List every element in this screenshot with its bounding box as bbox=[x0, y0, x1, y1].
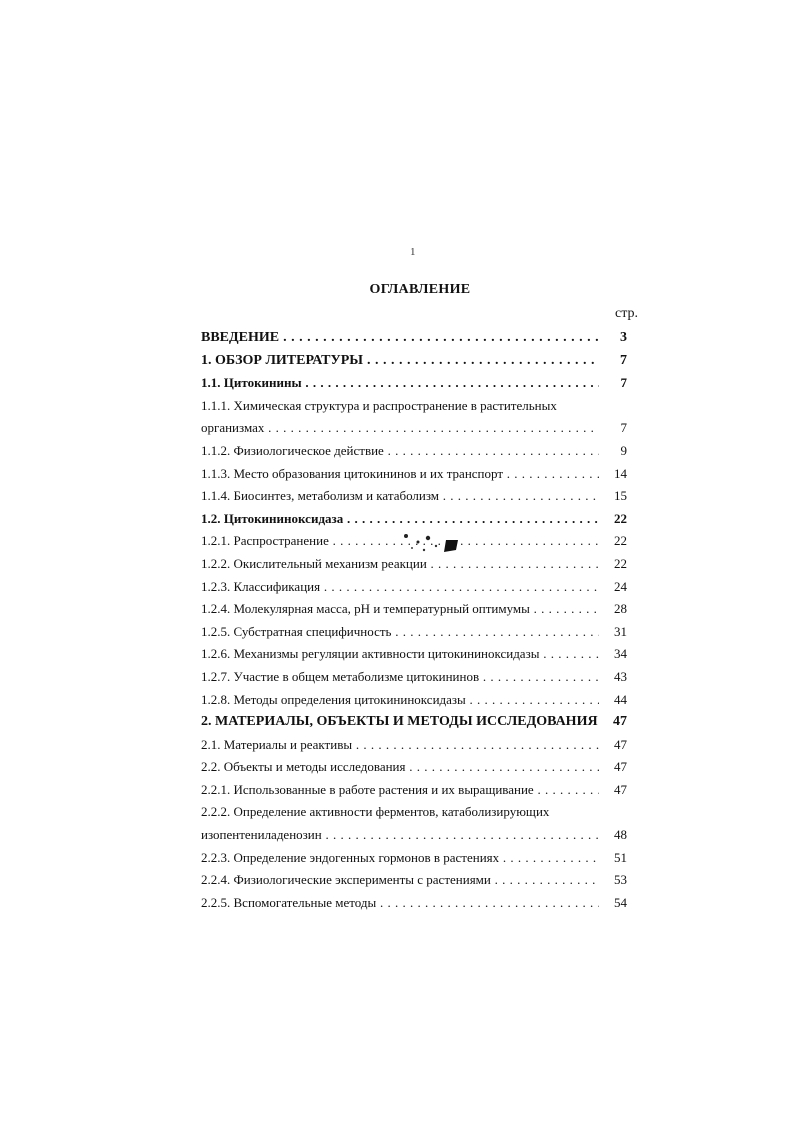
toc-entry bbox=[201, 666, 635, 689]
toc-entry-title: 1.2.3. Классификация . . . bbox=[201, 576, 599, 599]
toc-entry bbox=[201, 779, 635, 802]
toc-entry bbox=[201, 485, 635, 508]
toc-entry bbox=[201, 621, 635, 644]
toc-entry-page: 22 bbox=[614, 533, 627, 549]
toc-entry-page: 7 bbox=[620, 420, 627, 436]
toc-entry-page: 44 bbox=[614, 691, 627, 707]
toc-entry-page: 7 bbox=[620, 375, 627, 391]
toc-entry bbox=[201, 869, 635, 892]
toc-entry bbox=[201, 643, 635, 666]
toc-entry bbox=[201, 824, 635, 847]
toc-entry bbox=[201, 350, 635, 373]
toc-entry-page: 7 bbox=[620, 352, 627, 368]
toc-entry bbox=[201, 395, 635, 418]
toc-entry-page: 53 bbox=[614, 872, 627, 888]
toc-entry-title: 1.2.6. Механизмы регуляции активности цитокининоксидазы . . . bbox=[201, 643, 599, 666]
toc-entry-title: 2.2.4. Физиологические эксперименты с растениями . . . bbox=[201, 869, 599, 892]
toc-entry-page: 15 bbox=[614, 488, 627, 504]
page-column-header: стр. bbox=[615, 306, 639, 321]
toc-entry bbox=[201, 734, 635, 757]
toc-entry-page: 31 bbox=[614, 623, 627, 639]
toc-entry bbox=[201, 756, 635, 779]
toc-entry-page: 24 bbox=[614, 578, 627, 594]
toc-entry-page: 22 bbox=[614, 555, 627, 571]
toc-entry-title: 2. МАТЕРИАЛЫ, ОБЪЕКТЫ И МЕТОДЫ ИССЛЕДОВАНИЯ . . . bbox=[201, 711, 599, 734]
table-of-contents bbox=[201, 327, 635, 914]
toc-entry-page: 34 bbox=[614, 646, 627, 662]
toc-entry-title: 1.2.4. Молекулярная масса, pH и температурный оптимумы . . . bbox=[201, 598, 599, 621]
toc-entry-page: 47 bbox=[613, 714, 627, 730]
toc-entry-page: 51 bbox=[614, 849, 627, 865]
toc-entry bbox=[201, 892, 635, 915]
toc-entry-title: 1.2.7. Участие в общем метаболизме цитокининов . . . bbox=[201, 666, 599, 689]
page-number: 1 bbox=[410, 246, 416, 258]
toc-entry bbox=[201, 417, 635, 440]
toc-entry-page: 3 bbox=[620, 330, 627, 345]
toc-entry bbox=[201, 689, 635, 712]
toc-entry-title: 1.2.2. Окислительный механизм реакции . . . bbox=[201, 553, 599, 576]
toc-entry-title: 1.2. Цитокининоксидаза . . . bbox=[201, 508, 599, 531]
toc-entry-page: 47 bbox=[614, 781, 627, 797]
toc-entry-page: 48 bbox=[614, 827, 627, 843]
toc-entry-page: 14 bbox=[614, 465, 627, 481]
toc-entry-title: 1.1.1. Химическая структура и распространение в растительных bbox=[201, 397, 557, 413]
toc-entry bbox=[201, 847, 635, 870]
toc-entry-page: 28 bbox=[614, 601, 627, 617]
toc-entry-title: ВВЕДЕНИЕ . . . bbox=[201, 327, 599, 350]
toc-entry bbox=[201, 598, 635, 621]
scan-artifact bbox=[398, 530, 466, 556]
toc-entry-title: 1. ОБЗОР ЛИТЕРАТУРЫ . . . bbox=[201, 350, 599, 373]
toc-entry bbox=[201, 508, 635, 531]
toc-entry-page: 54 bbox=[614, 894, 627, 910]
toc-entry-title: изопентениладенозин . . . bbox=[201, 824, 599, 847]
toc-entry bbox=[201, 327, 635, 350]
toc-entry bbox=[201, 711, 635, 734]
toc-entry-title: организмах . . . bbox=[201, 417, 599, 440]
toc-entry bbox=[201, 576, 635, 599]
toc-entry-title: 1.1.3. Место образования цитокининов и их транспорт . . . bbox=[201, 463, 599, 486]
toc-entry bbox=[201, 553, 635, 576]
toc-entry-page: 9 bbox=[620, 442, 627, 458]
toc-entry-title: 2.1. Материалы и реактивы . . . bbox=[201, 734, 599, 757]
toc-entry-title: 1.2.5. Субстратная специфичность . . . bbox=[201, 621, 599, 644]
toc-entry-title: 2.2.2. Определение активности ферментов, катаболизирующих bbox=[201, 804, 550, 820]
toc-title: ОГЛАВЛЕНИЕ bbox=[369, 282, 471, 297]
toc-entry-title: 2.2.5. Вспомогательные методы . . . bbox=[201, 892, 599, 915]
toc-entry-title: 1.1. Цитокинины . . . bbox=[201, 372, 599, 395]
toc-entry bbox=[201, 440, 635, 463]
toc-entry-title: 2.2. Объекты и методы исследования . . . bbox=[201, 756, 599, 779]
toc-entry-title: 1.1.4. Биосинтез, метаболизм и катаболизм . . . bbox=[201, 485, 599, 508]
toc-entry-title: 1.1.2. Физиологическое действие . . . bbox=[201, 440, 599, 463]
toc-entry-page: 47 bbox=[614, 736, 627, 752]
toc-entry-title: 1.2.8. Методы определения цитокининоксидазы . . . bbox=[201, 689, 599, 712]
toc-entry-title: 2.2.3. Определение эндогенных гормонов в растениях . . . bbox=[201, 847, 599, 870]
toc-entry bbox=[201, 372, 635, 395]
toc-entry bbox=[201, 801, 635, 824]
toc-entry-page: 22 bbox=[614, 510, 627, 526]
toc-entry-page: 47 bbox=[614, 759, 627, 775]
toc-entry-title: 2.2.1. Использованные в работе растения и их выращивание . . . bbox=[201, 779, 599, 802]
toc-entry-page: 43 bbox=[614, 668, 627, 684]
toc-entry-title: 1.2.1. Распространение . . . bbox=[201, 530, 599, 553]
toc-entry bbox=[201, 463, 635, 486]
